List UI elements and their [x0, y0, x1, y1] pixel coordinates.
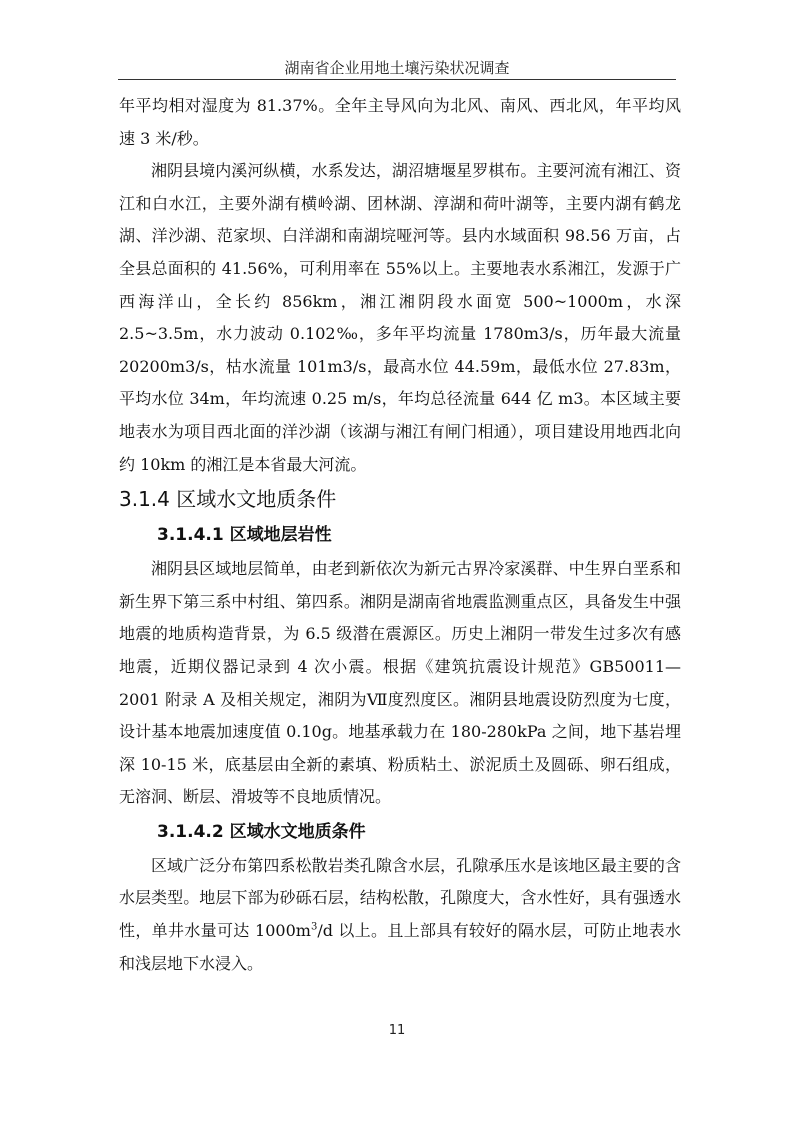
paragraph-aquifer: [119, 850, 681, 980]
superscript-3: 3: [310, 921, 318, 933]
subsection-heading-3-1-4-1: 3.1.4.1 区域地层岩性: [157, 525, 332, 546]
paragraph-climate: 年平均相对湿度为 81.37%。全年主导风向为北风、南风、西北风，年平均风速 3 米/秒。: [119, 96, 681, 148]
page-number: 11: [388, 1023, 406, 1038]
header-rule: [118, 79, 676, 80]
aquifer-text-part-2: /d 以上。且上部具有较好的隔水层，可防止地表水和浅层地下水浸入。: [119, 921, 681, 973]
paragraph-hydrology: 湘阴县境内溪河纵横，水系发达，湖沼塘堰星罗棋布。主要河流有湘江、资江和白水江，主要外湖有横岭湖、团林湖、淳湖和荷叶湖等，主要内湖有鹤龙湖、洋沙湖、范家坝、白洋湖和南湖垸哑河等。县内水域面积 98.56 万亩，占全县总面积的 41.56%，可利用率在 55%以上。主要地表水系湘江，发源于广西海洋山，全长约 856km，湘江湘阴段水面宽 500~1000m，水深 2.5~3.5m，水力波动 0.102‰，多年平均流量 1780m3/s，历年最大流量 20200m3/s，枯水流量 101m3/s，最高水位 44.59m，最低水位 27.83m，平均水位 34m，年均流速 0.25 m/s，年均总径流量 644 亿 m3。本区域主要地表水为项目西北面的洋沙湖（该湖与湘江有闸门相通），项目建设用地西北向约 10km 的湘江是本省最大河流。: [119, 161, 681, 474]
document-body: [119, 90, 681, 980]
aquifer-text-part-1: 区域广泛分布第四系松散岩类孔隙含水层，孔隙承压水是该地区最主要的含水层类型。地层下部为砂砾石层，结构松散，孔隙度大，含水性好，具有强透水性，单井水量可达 1000m: [119, 855, 681, 941]
section-heading-3-1-4: 3.1.4 区域水文地质条件: [119, 487, 337, 512]
running-header: 湖南省企业用地土壤污染状况调查: [284, 59, 510, 77]
paragraph-strata: 湘阴县区域地层简单，由老到新依次为新元古界冷家溪群、中生界白垩系和新生界下第三系中村组、第四系。湘阴是湖南省地震监测重点区，具备发生中强地震的地质构造背景，为 6.5 级潜在震源区。历史上湘阴一带发生过多次有感地震，近期仪器记录到 4 次小震。根据《建筑抗震设计规范》GB50011—2001 附录 A 及相关规定，湘阴为Ⅶ度烈度区。湘阴县地震设防烈度为七度，设计基本地震加速度值 0.10g。地基承载力在 180-280kPa 之间，地下基岩埋深 10-15 米，底基层由全新的素填、粉质粘土、淤泥质土及圆砾、卵石组成，无溶洞、断层、滑坡等不良地质情况。: [119, 559, 681, 807]
subsection-heading-3-1-4-2: 3.1.4.2 区域水文地质条件: [157, 821, 366, 842]
